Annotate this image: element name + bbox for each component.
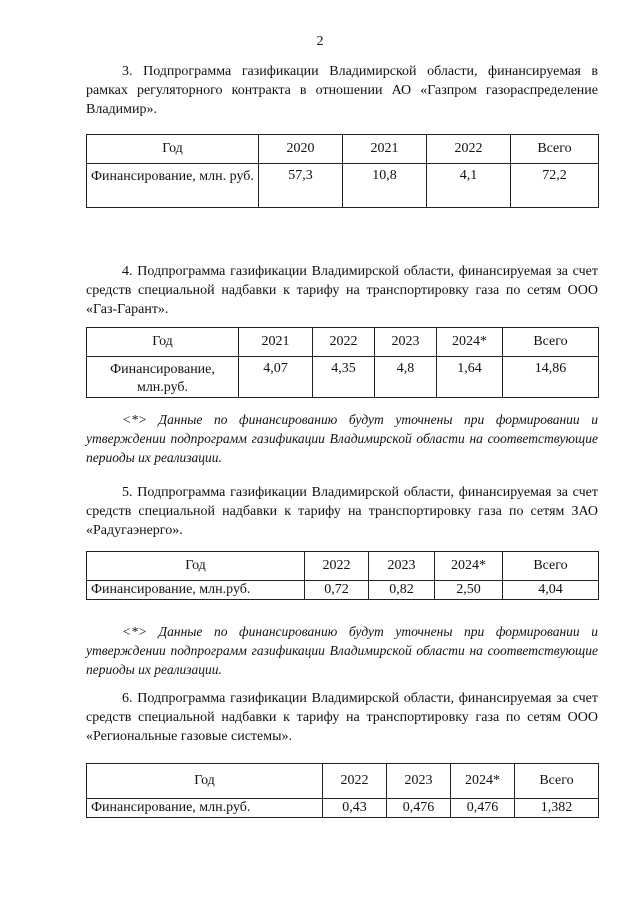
section-heading: 5. Подпрограмма газификации Владимирской области, финансируемая за счет средств специальной надбавки к тарифу на транспортировку газа по сетям ЗАО «Радугаэнерго». (86, 485, 598, 538)
header-cell: 2021 (239, 328, 313, 357)
header-cell: 2022 (305, 552, 369, 581)
header-cell: Год (87, 135, 259, 164)
funding-table (86, 763, 599, 818)
header-cell: 2023 (375, 328, 437, 357)
table-row (87, 581, 599, 600)
value-cell: 4,35 (313, 357, 375, 398)
value-cell: 2,50 (435, 581, 503, 600)
section-6 (86, 689, 598, 746)
table-row (87, 799, 599, 818)
row-label: Финансирование, млн.руб. (87, 581, 305, 600)
footnote: <*> Данные по финансированию будут уточнены при формировании и утверждении подпрограмм газификации Владимирской области на соответствующие периоды их реализации. (86, 624, 598, 677)
header-cell: 2022 (427, 135, 511, 164)
row-label: Финансирование, млн.руб. (87, 357, 239, 398)
footnote-4 (86, 410, 598, 467)
footnote-5 (86, 622, 598, 679)
value-cell: 0,476 (387, 799, 451, 818)
value-cell: 1,64 (437, 357, 503, 398)
section-3 (86, 62, 598, 119)
section-heading: 6. Подпрограмма газификации Владимирской области, финансируемая за счет средств специальной надбавки к тарифу на транспортировку газа по сетям ООО «Региональные газовые системы». (86, 691, 598, 744)
section-heading: 3. Подпрограмма газификации Владимирской области, финансируемая в рамках регуляторного контракта в отношении АО «Газпром газораспределение Владимир». (86, 64, 598, 117)
value-cell: 72,2 (511, 164, 599, 208)
value-cell: 0,43 (323, 799, 387, 818)
value-cell: 57,3 (259, 164, 343, 208)
table-header-row (87, 552, 599, 581)
funding-table (86, 134, 599, 208)
header-cell: Год (87, 552, 305, 581)
value-cell: 0,82 (369, 581, 435, 600)
header-cell: 2023 (387, 764, 451, 799)
value-cell: 1,382 (515, 799, 599, 818)
header-cell: Всего (503, 328, 599, 357)
funding-table (86, 551, 599, 600)
header-cell: Всего (503, 552, 599, 581)
table-header-row (87, 135, 599, 164)
header-cell: 2023 (369, 552, 435, 581)
section-5 (86, 483, 598, 540)
section-4 (86, 262, 598, 319)
header-cell: 2024* (451, 764, 515, 799)
section-heading: 4. Подпрограмма газификации Владимирской области, финансируемая за счет средств специальной надбавки к тарифу на транспортировку газа по сетям ООО «Газ-Гарант». (86, 264, 598, 317)
header-cell: 2020 (259, 135, 343, 164)
funding-table-3-wrap (86, 134, 598, 208)
value-cell: 4,04 (503, 581, 599, 600)
table-row (87, 164, 599, 208)
value-cell: 0,476 (451, 799, 515, 818)
value-cell: 14,86 (503, 357, 599, 398)
table-row (87, 357, 599, 398)
footnote: <*> Данные по финансированию будут уточнены при формировании и утверждении подпрограмм газификации Владимирской области на соответствующие периоды их реализации. (86, 412, 598, 465)
funding-table-6-wrap (86, 763, 598, 818)
value-cell: 4,1 (427, 164, 511, 208)
header-cell: Год (87, 328, 239, 357)
value-cell: 4,8 (375, 357, 437, 398)
header-cell: 2022 (313, 328, 375, 357)
table-header-row (87, 328, 599, 357)
value-cell: 10,8 (343, 164, 427, 208)
funding-table-5-wrap (86, 551, 598, 600)
page-number: 2 (316, 34, 324, 49)
row-label: Финансирование, млн. руб. (87, 164, 259, 208)
funding-table-4-wrap (86, 327, 598, 398)
header-cell: 2024* (435, 552, 503, 581)
funding-table (86, 327, 599, 398)
value-cell: 0,72 (305, 581, 369, 600)
row-label: Финансирование, млн.руб. (87, 799, 323, 818)
table-header-row (87, 764, 599, 799)
header-cell: Год (87, 764, 323, 799)
header-cell: 2021 (343, 135, 427, 164)
value-cell: 4,07 (239, 357, 313, 398)
header-cell: 2024* (437, 328, 503, 357)
header-cell: 2022 (323, 764, 387, 799)
header-cell: Всего (511, 135, 599, 164)
header-cell: Всего (515, 764, 599, 799)
